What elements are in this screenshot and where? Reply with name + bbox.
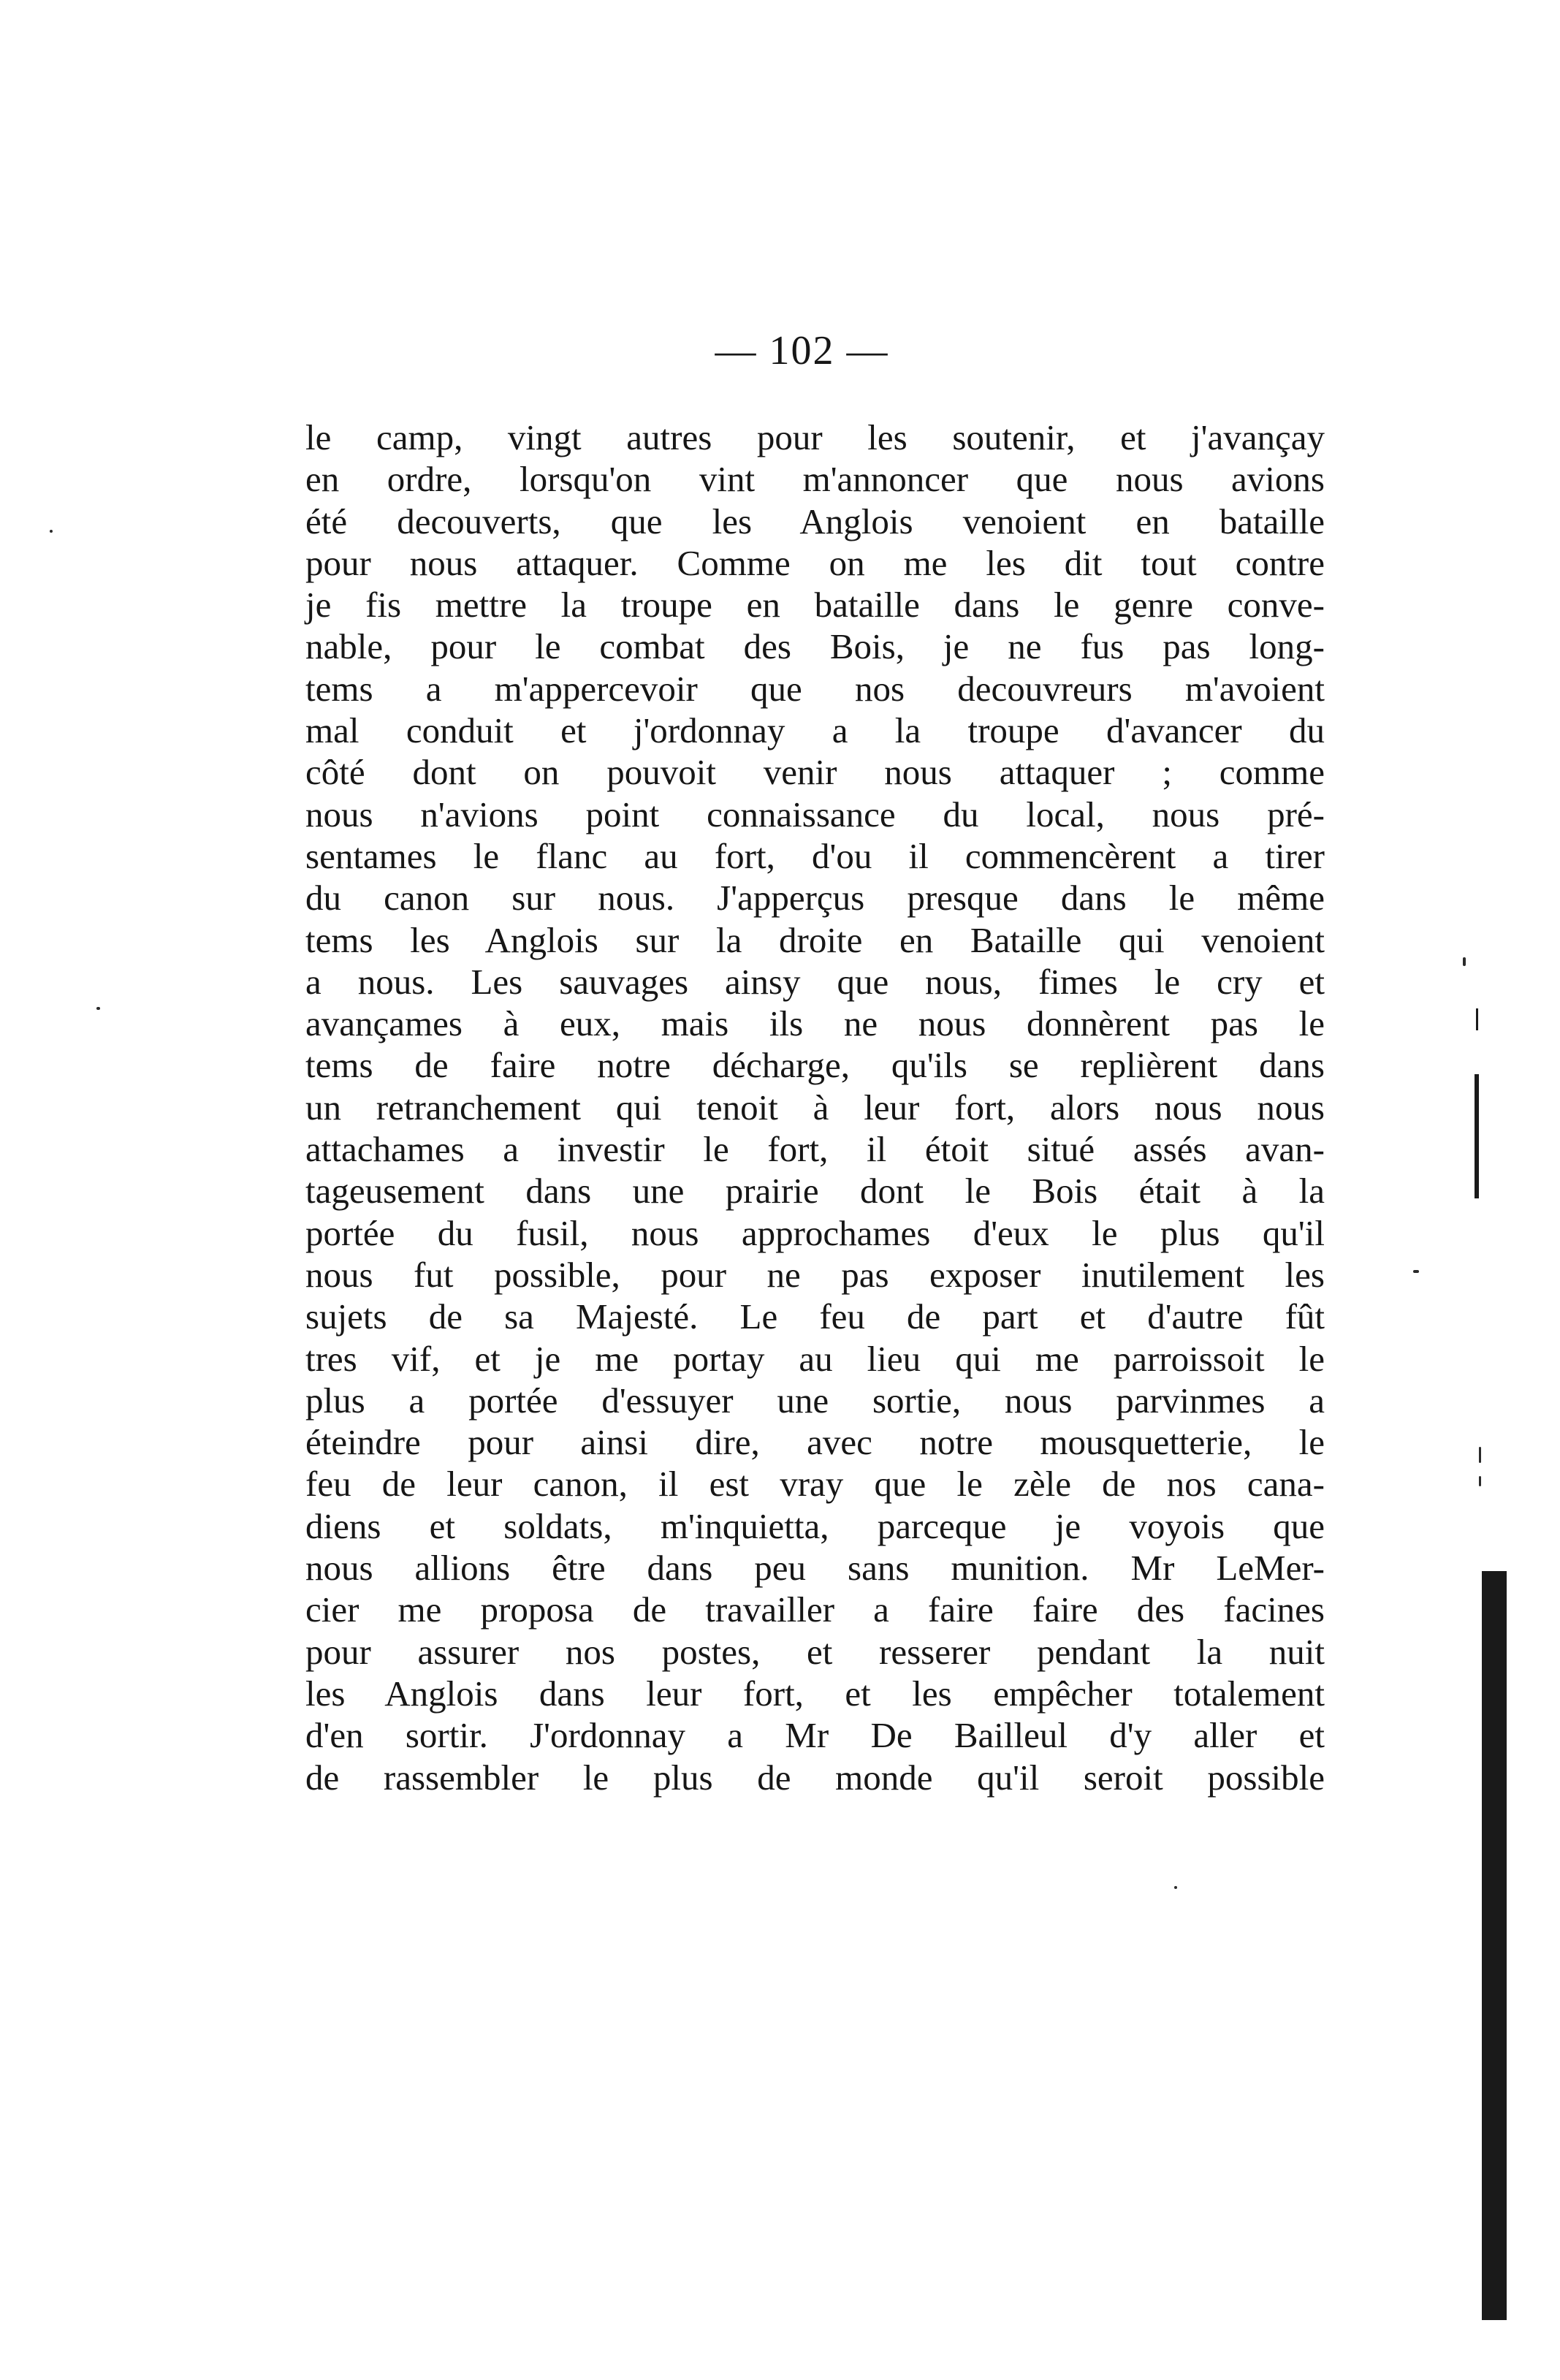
text-line: plus a portée d'essuyer une sortie, nous parvinmes a <box>305 1380 1325 1421</box>
text-line: cier me proposa de travailler a faire faire des facines <box>305 1589 1325 1630</box>
text-line: portée du fusil, nous approchames d'eux le plus qu'il <box>305 1212 1325 1253</box>
text-line: côté dont on pouvoit venir nous attaquer ; comme <box>305 752 1325 793</box>
text-line: été decouverts, que les Anglois venoient en bataille <box>305 501 1325 541</box>
scan-edge-artifact <box>1482 1571 1507 2320</box>
text-line: tres vif, et je me portay au lieu qui me parroissoit le <box>305 1338 1325 1379</box>
text-line: du canon sur nous. J'apperçus presque dans le même <box>305 878 1325 919</box>
text-line: nous n'avions point connaissance du local, nous pré- <box>305 794 1325 834</box>
text-line: un retranchement qui tenoit à leur fort, alors nous nous <box>305 1087 1325 1128</box>
scan-dot <box>1413 1270 1419 1273</box>
text-line: a nous. Les sauvages ainsy que nous, fimes le cry et <box>305 961 1325 1002</box>
scan-dot <box>1479 1447 1481 1463</box>
text-line: nous allions être dans peu sans munition. Mr LeMer- <box>305 1548 1325 1589</box>
text-line: avançames à eux, mais ils ne nous donnèrent pas le <box>305 1003 1325 1044</box>
text-line: sentames le flanc au fort, d'ou il commencèrent a tirer <box>305 835 1325 876</box>
scan-dot <box>1479 1476 1481 1486</box>
text-line: tems de faire notre décharge, qu'ils se replièrent dans <box>305 1045 1325 1086</box>
text-line: tems a m'appercevoir que nos decouvreurs m'avoient <box>305 668 1325 709</box>
page-number: — 102 — <box>715 328 889 373</box>
text-line: je fis mettre la troupe en bataille dans le genre conve- <box>305 585 1325 626</box>
text-line: en ordre, lorsqu'on vint m'annoncer que nous avions <box>305 459 1325 500</box>
text-line: pour nous attaquer. Comme on me les dit tout contre <box>305 542 1325 583</box>
text-line: éteindre pour ainsi dire, avec notre mousquetterie, le <box>305 1422 1325 1463</box>
text-line: pour assurer nos postes, et resserer pendant la nuit <box>305 1631 1325 1672</box>
text-line: sujets de sa Majesté. Le feu de part et d'autre fût <box>305 1296 1325 1337</box>
scan-edge-artifact <box>1476 1008 1478 1030</box>
text-line: attachames a investir le fort, il étoit situé assés avan- <box>305 1129 1325 1170</box>
text-line: nable, pour le combat des Bois, je ne fus pas long- <box>305 626 1325 667</box>
text-line: les Anglois dans leur fort, et les empêcher totalement <box>305 1673 1325 1714</box>
text-line: tems les Anglois sur la droite en Bataille qui venoient <box>305 919 1325 960</box>
scan-edge-artifact <box>1475 1074 1479 1198</box>
text-line: mal conduit et j'ordonnay a la troupe d'avancer du <box>305 710 1325 751</box>
text-line: feu de leur canon, il est vray que le zèle de nos cana- <box>305 1464 1325 1505</box>
scan-dot <box>1174 1886 1177 1889</box>
body-text <box>305 417 1325 1798</box>
text-line: d'en sortir. J'ordonnay a Mr De Bailleul d'y aller et <box>305 1715 1325 1756</box>
scan-dot <box>1463 957 1466 966</box>
scan-dot <box>50 530 53 533</box>
scan-dot <box>96 1007 100 1010</box>
text-line: de rassembler le plus de monde qu'il seroit possible <box>305 1757 1325 1798</box>
text-line: diens et soldats, m'inquietta, parceque je voyois que <box>305 1505 1325 1546</box>
text-line: nous fut possible, pour ne pas exposer inutilement les <box>305 1254 1325 1295</box>
text-line: tageusement dans une prairie dont le Bois était à la <box>305 1171 1325 1212</box>
text-line: le camp, vingt autres pour les soutenir, et j'avançay <box>305 417 1325 457</box>
